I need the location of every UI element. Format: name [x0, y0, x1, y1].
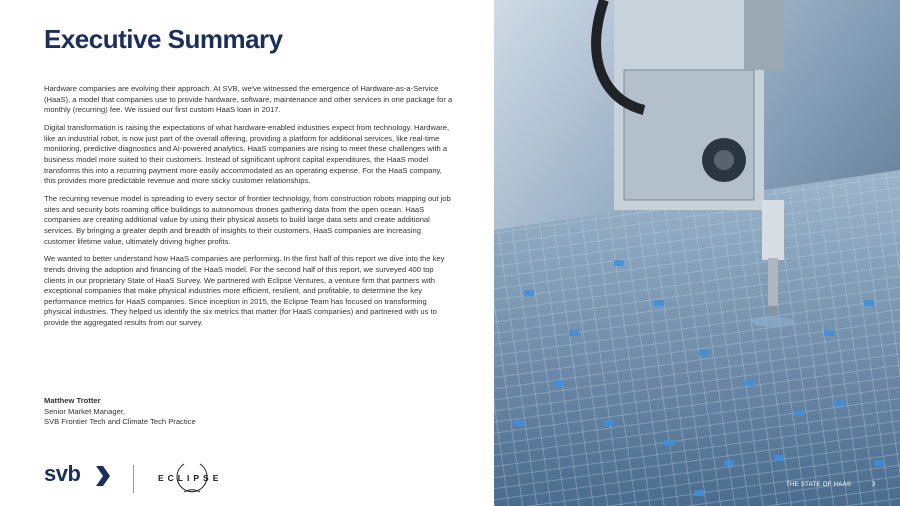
footer-label: THE STATE OF HAAS — [786, 482, 852, 488]
logo-divider — [133, 465, 134, 493]
signature-role: Senior Market Manager, — [44, 406, 126, 416]
eclipse-logo: ECLIPSE — [158, 473, 223, 483]
paragraph-2: Digital transformation is raising the expectations of what hardware-enabled industries expect from technology. Hardware, like an industrial robot, is now just part of the overall offering, providing a platform for additional services, like real-time monitoring, predictive diagnostics and AI-powered analytics. HaaS companies are rising to meet these challenges with a business model more suited to their customers. Instead of significant upfront capital expenditures, the HaaS model transforms this into a recurring payment more easily accommodated as an operating expense. For the HaaS company, this provides more predictable revenue and more sticky customer relationships. — [44, 123, 450, 186]
paragraph-3: The recurring revenue model is spreading to every sector of frontier technology, from construction robots mapping out job sites and security bots roaming office buildings to autonomous drones gathering data from the open ocean. HaaS companies are creating additional value by using their physical assets to build large data sets and create additional services. By bringing a greater depth and breadth of insights to their customers, HaaS companies are increasing customer lifetime value, ultimately driving higher profits. — [44, 194, 451, 246]
body-text — [44, 84, 454, 336]
wafer-machine-image — [494, 0, 900, 506]
signature-name: Matthew Trotter — [44, 396, 101, 405]
paragraph-1: Hardware companies are evolving their approach. At SVB, we've witnessed the emergence of Hardware-as-a-Service (HaaS), a model that companies use to provide hardware, software, maintenance and other services in one package for a monthly (recurring) fee. We issued our first custom HaaS loan in 2017. — [44, 84, 453, 115]
signature-block — [44, 396, 196, 428]
page-number: 3 — [872, 482, 876, 488]
logo-row — [44, 461, 244, 495]
chevron-right-icon — [96, 466, 110, 486]
page-title: Executive Summary — [44, 24, 283, 54]
hero-photo — [494, 0, 900, 506]
svb-logo: svb — [44, 461, 81, 486]
signature-org: SVB Frontier Tech and Climate Tech Practice — [44, 417, 196, 427]
paragraph-4: We wanted to better understand how HaaS companies are performing. In the first half of this report we dive into the key trends driving the adoption and financing of the HaaS model. For the second half of this report, we surveyed 400 top clients in our proprietary State of HaaS Survey. We partnered with Eclipse Ventures, a venture firm that partners with exceptional companies that make physical industries more efficient, resilient, and profitable, to determine the key performance metrics for HaaS companies. Since inception in 2015, the Eclipse Team has focused on transforming physical industries. They helped us identify the six metrics that matter (for HaaS companies) and partnered with us to provide the aggregated results from our survey. — [44, 254, 445, 328]
